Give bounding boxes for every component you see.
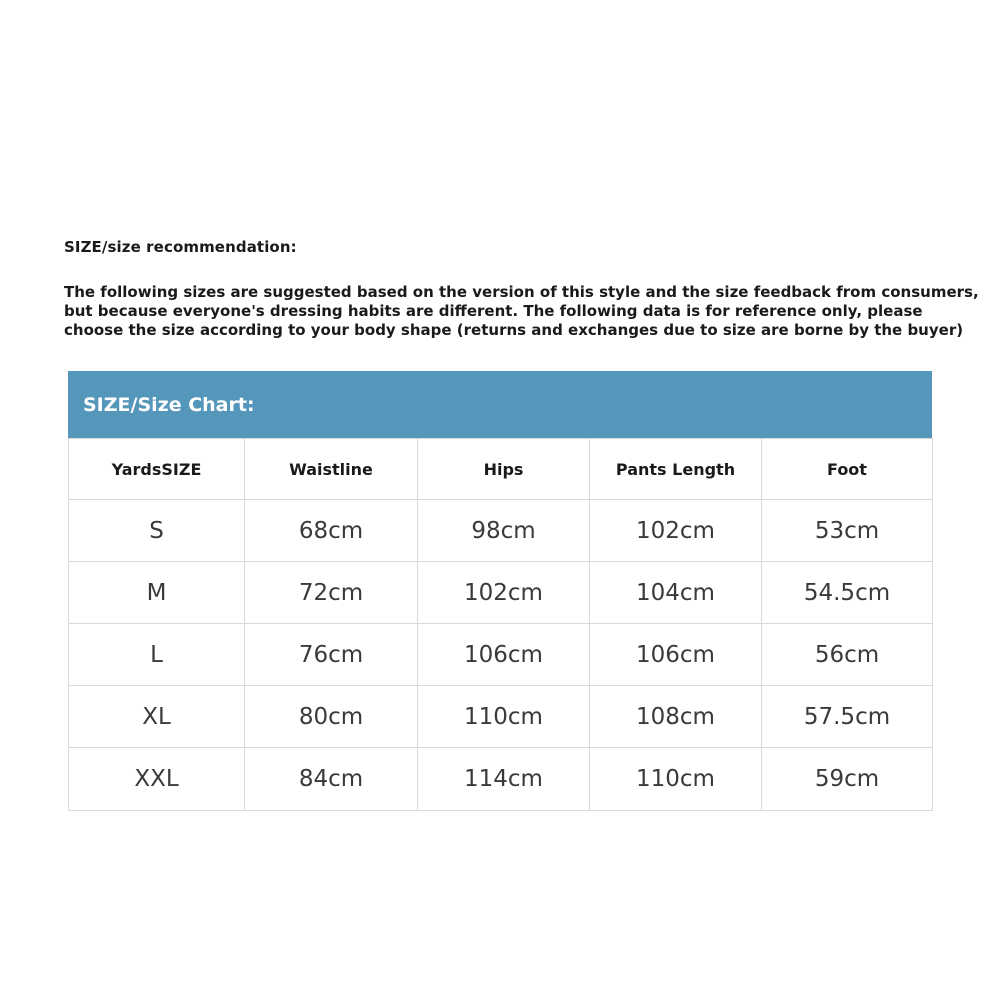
cell-pants-length: 110cm [590,748,762,811]
cell-size: L [69,624,245,686]
cell-pants-length: 108cm [590,686,762,748]
table-header-row [69,439,933,500]
cell-waistline: 76cm [245,624,418,686]
cell-hips: 102cm [418,562,590,624]
column-header-foot: Foot [762,439,933,500]
cell-size: XXL [69,748,245,811]
column-header-waistline: Waistline [245,439,418,500]
recommendation-line: but because everyone's dressing habits are different. The following data is for reference only, please [64,302,923,320]
table-row [69,624,933,686]
column-header-size: YardsSIZE [69,439,245,500]
table-row [69,562,933,624]
table-row [69,500,933,562]
cell-pants-length: 102cm [590,500,762,562]
cell-size: S [69,500,245,562]
cell-pants-length: 106cm [590,624,762,686]
size-chart [68,371,932,811]
table-row [69,686,933,748]
recommendation-line: The following sizes are suggested based on the version of this style and the size feedback from consumers, [64,283,979,301]
cell-foot: 53cm [762,500,933,562]
cell-waistline: 80cm [245,686,418,748]
column-header-pants-length: Pants Length [590,439,762,500]
cell-hips: 98cm [418,500,590,562]
cell-waistline: 84cm [245,748,418,811]
recommendation-line: choose the size according to your body shape (returns and exchanges due to size are borne by the buyer) [64,321,964,339]
cell-waistline: 68cm [245,500,418,562]
cell-pants-length: 104cm [590,562,762,624]
table-row [69,748,933,811]
cell-foot: 57.5cm [762,686,933,748]
cell-hips: 110cm [418,686,590,748]
column-header-hips: Hips [418,439,590,500]
recommendation-text [64,283,979,340]
recommendation-heading: SIZE/size recommendation: [64,238,297,256]
cell-waistline: 72cm [245,562,418,624]
cell-size: M [69,562,245,624]
size-chart-title-banner: SIZE/Size Chart: [68,371,932,438]
cell-hips: 106cm [418,624,590,686]
cell-size: XL [69,686,245,748]
cell-foot: 54.5cm [762,562,933,624]
size-table [68,438,933,811]
cell-foot: 56cm [762,624,933,686]
cell-foot: 59cm [762,748,933,811]
cell-hips: 114cm [418,748,590,811]
